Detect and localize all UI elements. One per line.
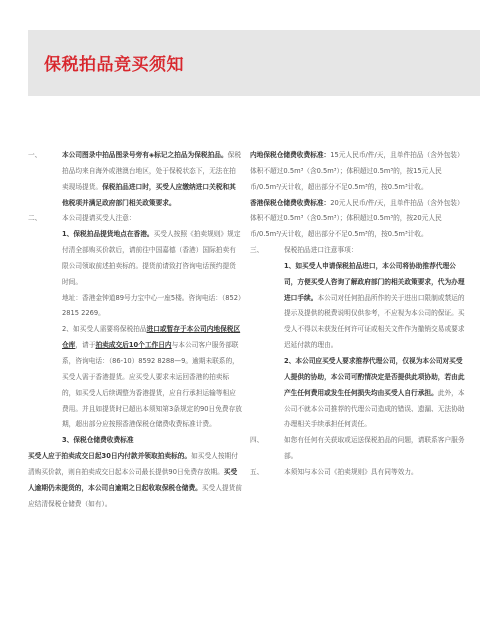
clause-3-number: 三、	[250, 246, 264, 255]
clause-1-number: 一、	[28, 151, 42, 159]
clause-5-text: 本须知与本公司《拍卖规则》具有同等效力。	[284, 467, 418, 476]
clause-1-text: 本公司图录中拍品图录号旁有◈标记之拍品为保税拍品。保税拍品均来自海外或港澳台地区，处于保税状态下，无法在拍卖现场提货。保税拍品进口时，买受人应缴纳进口关税和其他税项并满足政府部门相关政策要求。	[62, 151, 242, 207]
storage-fee-text: 买受人应于拍卖成交日起30日内付款并领取拍卖标的。如买受人按期付清购买价款，则自拍卖成交日起本公司最长提供90日免费存放期。买受人逾期仍未提货的，本公司自逾期之日起收取保税仓储费。买受人提货前应结清保税仓储费（如有）。	[28, 452, 242, 508]
title-banner	[28, 30, 480, 96]
clause-2-point-1: 1、保税拍品提货地点在香港。买受人按照《拍卖规则》规定付清全部购买价款后，请前往中国嘉德（香港）国际拍卖有限公司领取前述拍卖标的。提货前请致打咨询电话预约提货时间。	[62, 230, 241, 286]
clause-2-point-2: 2、如买受人需要将保税拍品进口或暂存于本公司内地保税区仓库，请于拍卖成交后10个工作日内与本公司客户服务部联系，咨询电话：（86-10）8592 8288—9。逾期未联系的，买受人需于香港提货。应买受人要求未运回香港的拍卖标的，如买受人后续调整为香港提货，应自行承担运输等相应费用。并且如提货时已超出本须知第3条规定的90日免费存放期，超出部分应按照香港保税仓储费收费标准计费。	[62, 325, 242, 429]
clause-4-number: 四、	[250, 436, 264, 445]
hk-fee: 香港保税仓储费收费标准：20元人民币/件/天，且单件拍品（含外包装）体积不超过0.5m³（含0.5m³）；体积超过0.5m³的，按20元人民币/0.5m³/天计收，超出部分不足0.5m³的，按0.5m³计收。	[250, 198, 464, 239]
clause-3-intro: 保税拍品进口注意事项：	[284, 246, 358, 255]
clause-2-intro: 本公司提请买受人注意：	[62, 214, 136, 223]
storage-fee-heading: 3、保税仓储费收费标准	[62, 436, 134, 445]
clause-3	[250, 243, 468, 433]
right-column	[250, 148, 468, 481]
clause-3-point-1: 1、如买受人申请保税拍品进口，本公司将协助推荐代理公司，方便买受人咨询了解政府部门的相关政策要求，代为办理进口手续。本公司对任何拍品所作的关于进出口限制或禁运的提示及提供的税费说明仅供参考，不应视为本公司的保证。买受人不得以未获发任何许可证或相关文件作为撤销交易或要求迟延付款的理由。	[284, 261, 465, 350]
clause-5-number: 五、	[250, 467, 264, 476]
clause-1	[28, 148, 242, 211]
clause-2	[28, 211, 242, 449]
hk-address: 地址：香港金钟道89号力宝中心一座5楼。咨询电话：（852）2815 2269。	[62, 293, 242, 318]
clause-5	[250, 465, 468, 481]
mainland-fee: 内地保税仓储费收费标准：15元人民币/件/天，且单件拍品（含外包装）体积不超过0.5m³（含0.5m³）；体积超过0.5m³的，按15元人民币/0.5m³/天计收，超出部分不足0.5m³的，按0.5m³计收。	[250, 151, 464, 191]
clause-2-number: 二、	[28, 214, 42, 223]
clause-4-text: 如您有任何有关获取或运送保税拍品的问题，请联系客户服务部。	[284, 436, 465, 461]
page-title: 保税拍品竞买须知	[44, 55, 184, 75]
left-column	[28, 148, 242, 512]
clause-3-point-2: 2、本公司应买受人要求推荐代理公司，仅视为本公司对买受人提供的协助，本公司可酌情决定是否提供此项协助，若由此产生任何费用或发生任何损失均由买受人自行承担。此外，本公司不就本公司推荐的代理公司造成的错误、遗漏、无法协助办理相关手续承担任何责任。	[284, 356, 465, 429]
bonded-mark-icon: ◈	[148, 151, 155, 159]
clause-4	[250, 433, 468, 465]
